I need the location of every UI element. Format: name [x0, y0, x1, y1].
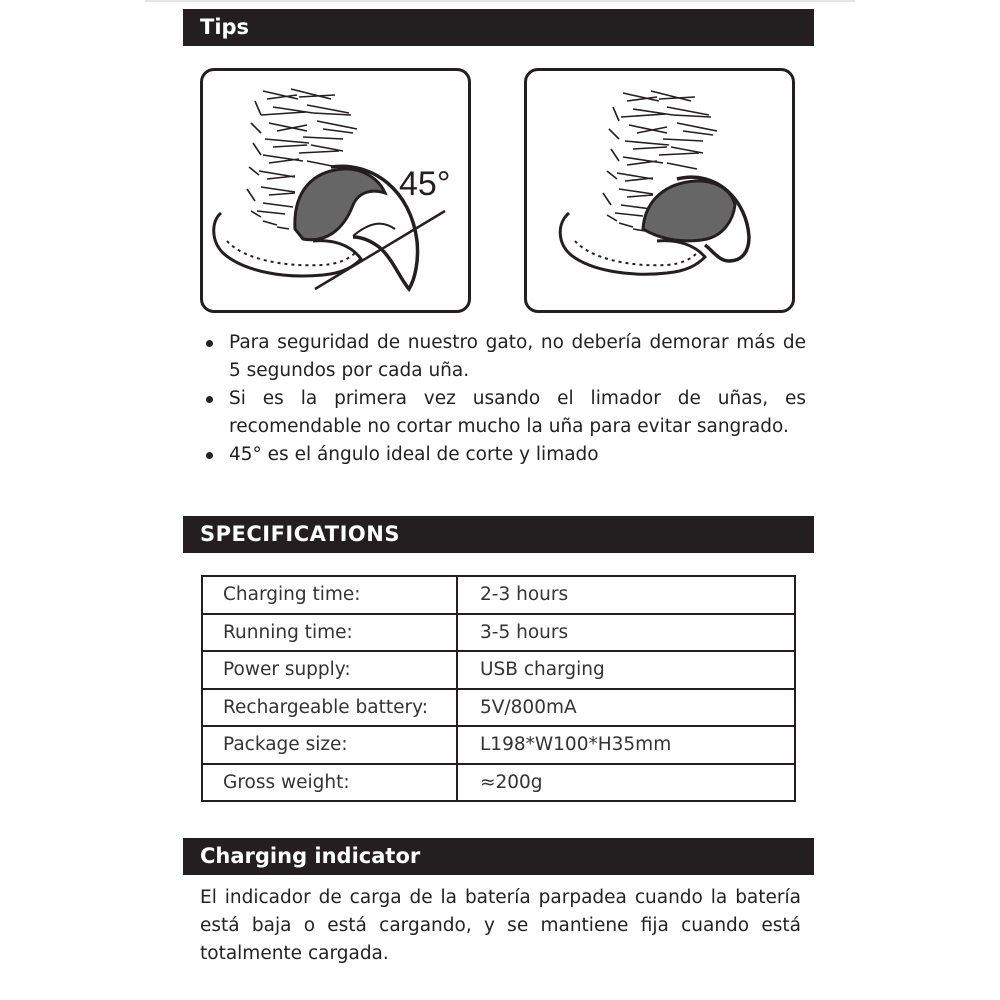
spec-label: Gross weight: [202, 764, 457, 802]
list-item: Para seguridad de nuestro gato, no debería demorar más de 5 segundos por cada uña. [200, 329, 806, 385]
bullet-icon [206, 340, 213, 347]
charging-indicator-heading: Charging indicator [183, 838, 814, 875]
list-item: Si es la primera vez usando el limador de uñas, es recomendable no cortar mucho la uña para evitar sangrado. [200, 385, 806, 441]
bullet-icon [206, 452, 213, 459]
spec-value: USB charging [457, 651, 795, 689]
table-row [202, 764, 795, 802]
specifications-table [201, 575, 796, 802]
spec-value: 3-5 hours [457, 614, 795, 652]
spec-value: L198*W100*H35mm [457, 726, 795, 764]
angle-arc [353, 224, 395, 236]
claw-angle-illustration [200, 68, 471, 313]
table-row [202, 689, 795, 727]
angle-label: 45° [399, 165, 451, 203]
specifications-heading: SPECIFICATIONS [183, 516, 814, 553]
table-row [202, 651, 795, 689]
spec-value: 5V/800mA [457, 689, 795, 727]
charging-indicator-text: El indicador de carga de la batería parpadea cuando la batería está baja o está cargando, y se mantiene fija cuando está totalmente cargada. [200, 887, 801, 964]
spec-value: 2-3 hours [457, 576, 795, 614]
tips-list [200, 329, 806, 469]
claw-shape [643, 181, 735, 241]
claw-shape [295, 169, 385, 240]
table-row [202, 576, 795, 614]
spec-label: Rechargeable battery: [202, 689, 457, 727]
paw-pad-dash [575, 241, 697, 265]
spec-label: Power supply: [202, 651, 457, 689]
paw-pad-dash [227, 241, 355, 265]
list-item: 45° es el ángulo ideal de corte y limado [200, 441, 806, 469]
spec-label: Charging time: [202, 576, 457, 614]
top-divider [145, 0, 855, 2]
bullet-icon [206, 396, 213, 403]
table-row [202, 614, 795, 652]
table-row [202, 726, 795, 764]
spec-value: ≈200g [457, 764, 795, 802]
claw-trimmed-illustration [524, 68, 795, 313]
spec-label: Running time: [202, 614, 457, 652]
tips-heading: Tips [183, 9, 814, 46]
spec-label: Package size: [202, 726, 457, 764]
